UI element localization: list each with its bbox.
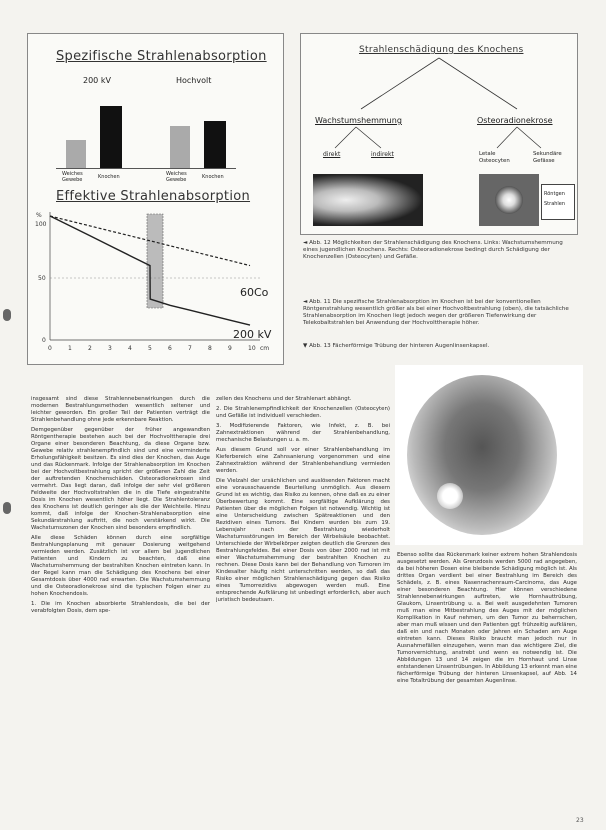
- col2-paragraph-2: 2. Die Strahlenempfindlichkeit der Knochenzellen (Osteocyten) und Gefäße ist individuell verschieden.: [216, 406, 390, 420]
- connector-right: [439, 58, 517, 109]
- col3-paragraph-1: Ebenso sollte das Rückenmark keiner extrem hohen Strahlendosis ausgesetzt werden. Als Grenzdosis werden 5000 rad angegeben, da bei höheren Dosen eine bleibende Schädigung möglich ist. Als drittes Organ verdient bei einer Bestrahlung im Bereich des Schädels, z. B. eines Nasenrachenraum-Carcinoms, das Auge einer besonderen Beachtung. Hier können verschiedene Strahlennebenwirkungen auftreten, wie Hornhauttrübung, Glaukom, Linsentrübung u. a. Bei weit ausgedehnten Tumoren muß man eine Mitbestrahlung des Auges mit der möglichen Komplikation in Kauf nehmen, um den Tumor zu beherrschen, aber man muß wissen und den Patienten ggf. frühzeitig aufklären, daß ein und nach Monaten oder Jahren ein Schaden am Auge eintreten kann. Dieses Risiko braucht man jedoch nur in Ausnahmefällen einzugehen, wenn man das wichtigere Ziel, die Tumorvernichtung, anstrebt und wenn es notwendig ist. Die Abbildungen 13 und 14 zeigen die im Hornhaut und Linse entstandenen Linsentrübungen. In Abbildung 13 erkennt man eine fächerförmige Trübung der hinteren Linsenkapsel, auf Abb. 14 eine Totaltrübung der gesamten Augenlinse.: [397, 552, 577, 685]
- x-tick-8: 8: [208, 345, 212, 352]
- x-tick-10: 10: [248, 345, 256, 352]
- absorption-band: [147, 214, 163, 308]
- caption-abb11: ◄ Abb. 11 Die spezifische Strahlenabsorption im Knochen ist bei der konventionellen Röntgenstrahlung wesentlich größer als bei einer Hochvoltbestrahlung (oben), die tatsächliche Strahlenabsorption im Knochen liegt jedoch wegen der größeren Tiefenwirkung der Telekobaltstrahlen bei Anwendung der Hochvolttherapie höher.: [303, 299, 569, 327]
- right-branch-label: Osteoradionekrose: [477, 116, 553, 125]
- col2-paragraph-3: 3. Modifizierende Faktoren, wie Infekt, z. B. bei Zahnextraktionen während der Strahlenbehandlung, mechanische Belastungen u. a. m.: [216, 423, 390, 444]
- x-tick-0: 0: [48, 345, 52, 352]
- effective-absorption-chart: [28, 204, 283, 364]
- col1-paragraph-3: Alle diese Schäden können durch eine sorgfältige Bestrahlungsplanung mit genauer Dosierung weitgehend vermieden werden. Zusätzlich ist vor allem bei jugendlichen Patienten und Kindern zu beachten, daß eine Wachstumshemmung der bestrahlten Knochen eintreten kann. In der Regel kann man die Schädigung des Knochens bei einer Gesamtdosis über 4000 rad erwarten. Die Wachstumshemmung und die Osteoradionekrose sind die typischen Folgen einer zu hohen Knochendosis.: [31, 535, 210, 598]
- punch-hole-bottom: [3, 502, 11, 514]
- col1-paragraph-4: 1. Die im Knochen absorbierte Strahlendosis, die bei der verabfolgten Dosis, dem spe-: [31, 601, 210, 615]
- x-tick-5: 5: [148, 345, 152, 352]
- specific-absorption-title: Spezifische Strahlenabsorption: [56, 49, 267, 64]
- caption-abb13: ▼ Abb. 13 Fächerförmige Trübung der hinteren Augenlinsenkapsel.: [303, 343, 490, 349]
- connector-left: [361, 58, 439, 109]
- bar-weiches-gewebe-hochvolt: [170, 126, 190, 168]
- x-tick-6: 6: [168, 345, 172, 352]
- bar-label-1: Weiches Gewebe: [62, 171, 83, 183]
- right-sub-osteocyten: Letale Osteocyten: [479, 151, 510, 164]
- x-tick-cm: cm: [260, 345, 270, 352]
- lens-blur: [407, 375, 557, 535]
- col1-paragraph-1: insgesamt sind diese Strahlennebenwirkungen durch die modernen Bestrahlungsmethoden wesentlich seltener und leichter geworden. Ein großer Teil der Patienten verträgt die Strahlenbehandlung ohne jede erkennbare Reaktion.: [31, 396, 210, 424]
- col1-paragraph-2: Demgegenüber gegenüber der früher angewandten Röntgentherapie bestehen auch bei der Hochvolttherapie drei Organe einer besonderen Beachtung, da diese Organe bzw. Gewebe relativ strahlenempfindlich sind und eine verminderte Erholungsfähigkeit besitzen. Es sind dies der Knochen, das Auge und das Rückenmark. Infolge der Strahlenabsorption im Knochen bei der Hochvoltbestrahlung spricht der größeren Zahl die Zeit der auftretenden Knochenschäden. Osteoradionekrosen sind vermehrt. Das liegt daran, daß infolge der sehr viel größeren Feldweite der Hochvoltstrahlen die in die Tiefe eingestrahlte Dosis im Knochen wesentlich höher liegt. Die Strahlentoleranz des Knochens ist deutlich geringer als die der Weichteile. Hinzu kommt, daß infolge der Knochen-Strahlenabsorption eine Sekundärstrahlung auftritt, die noch verstärkend wirkt. Die Wachstumszonen der Knochen sind besonders empfindlich.: [31, 427, 210, 532]
- x-tick-labels: [48, 345, 269, 352]
- bar-label-3: Weiches Gewebe: [166, 171, 187, 183]
- lens-opacity-photo: [395, 365, 583, 545]
- lens-bright-spot: [437, 483, 463, 509]
- bone-section-center: [495, 186, 523, 214]
- bar-label-4: Knochen: [202, 174, 224, 180]
- bar-weiches-gewebe-200kv: [66, 140, 86, 168]
- x-tick-4: 4: [128, 345, 132, 352]
- x-tick-7: 7: [188, 345, 192, 352]
- col2-paragraph-4: Aus diesem Grund soll vor einer Strahlenbehandlung im Kieferbereich eine Zahnsanierung vorgenommen und eine Zahnextraktion während der Strahlenbehandlung vermieden werden.: [216, 447, 390, 475]
- right-sub-gefaesse: Sekundäre Gefässe: [533, 151, 562, 164]
- page-number: 23: [576, 817, 584, 824]
- group-label-hochvolt: Hochvolt: [176, 76, 212, 85]
- y-tick-50: 50: [38, 275, 46, 282]
- connector-right-b: [517, 127, 541, 148]
- effective-absorption-title: Effektive Strahlenabsorption: [56, 189, 251, 204]
- left-branch-label: Wachstumshemmung: [315, 116, 402, 125]
- skull-xray-image: [313, 174, 423, 226]
- bar-label-2: Knochen: [98, 174, 120, 180]
- bone-damage-diagram-panel: [300, 33, 578, 235]
- col2-paragraph-1: zellen des Knochens und der Strahlenart abhängt.: [216, 396, 352, 402]
- bar-knochen-200kv: [100, 106, 122, 168]
- curve-label-60co: 60Co: [240, 286, 269, 299]
- group-label-200kv: 200 kV: [83, 76, 111, 85]
- inset-label-2: Strahlen: [544, 201, 566, 207]
- connector-left-a: [335, 127, 356, 148]
- bar-knochen-hochvolt: [204, 121, 226, 168]
- connector-left-b: [356, 127, 381, 148]
- col2-paragraph-5: Die Vielzahl der ursächlichen und auslösenden Faktoren macht eine vorausschauende Beurteilung unmöglich. Aus diesem Grund ist es wichtig, das Risiko zu kennen, ohne daß es zu einer Überbewertung kommt. Eine sorgfältige Aufklärung des Patienten über die möglichen Folgen ist notwendig. Wichtig ist eine Unterscheidung zwischen Spätreaktionen und den Rezidiven eines Tumors. Bei Kindern wurden bis zum 19. Lebensjahr nach der Bestrahlung wiederholt Wachstumsstörungen im Bereich der Wirbelsäule beobachtet. Unterschiede der Wirbelkörper zeigten deutlich die Grenzen des Bestrahlungsfeldes. Bei einer Dosis von über 2000 rad ist mit einer Wachstumshemmung der bestrahlten Knochen zu rechnen. Diese Dosis kann bei der Behandlung von Tumoren im Kindesalter häufig nicht unterschritten werden, so daß das Risiko einer möglichen Strahlenschädigung gegen das Risiko eines Tumorrezidivs abgewogen werden muß. Eine entsprechende Aufklärung ist unbedingt erforderlich, aber auch juristisch bedeutsam.: [216, 478, 390, 604]
- bar-baseline: [56, 168, 236, 169]
- absorption-figure-panel: [27, 33, 284, 365]
- bone-section-image: [479, 174, 539, 226]
- diagram-title: Strahlenschädigung des Knochens: [359, 45, 524, 55]
- punch-hole-top: [3, 309, 11, 321]
- x-tick-2: 2: [88, 345, 92, 352]
- connector-right-a: [497, 127, 517, 148]
- left-sub-indirekt: indirekt: [371, 151, 394, 158]
- text-column-1: [31, 396, 210, 824]
- y-unit-label: %: [36, 212, 42, 219]
- inset-label-1: Röntgen: [544, 191, 565, 197]
- text-column-3: [397, 552, 577, 824]
- y-tick-0: 0: [42, 337, 46, 344]
- xray-inset-box: [541, 184, 575, 220]
- x-tick-9: 9: [228, 345, 232, 352]
- x-tick-1: 1: [68, 345, 72, 352]
- curve-label-200kv: 200 kV: [233, 328, 272, 341]
- caption-abb12: ◄ Abb. 12 Möglichkeiten der Strahlenschädigung des Knochens. Links: Wachstumshemmung eines jugendlichen Knochens. Rechts: Osteoradionekrose bedingt durch Schädigung der Knochenzellen (Osteocyten) und Gefäße.: [303, 240, 563, 261]
- left-sub-direkt: direkt: [323, 151, 341, 158]
- x-tick-3: 3: [108, 345, 112, 352]
- text-column-2: [216, 396, 390, 824]
- y-tick-100: 100: [35, 221, 47, 228]
